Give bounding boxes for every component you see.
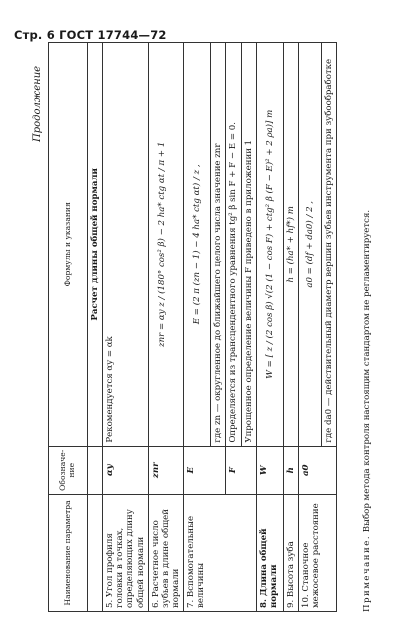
row-symbol: αy (103, 446, 149, 494)
header-symbol: Обозначе-ние (49, 446, 88, 494)
row-formula: Рекомендуется αy = αk (103, 43, 149, 447)
row-formula: Определяется из трансцендентного уравнения tg² β sin F + F − E = 0. (226, 43, 241, 447)
table-row (298, 43, 321, 612)
header-formulas: Формулы и указания (49, 43, 88, 447)
rotated-table-sheet (24, 42, 389, 612)
page-header: Стр. 6 ГОСТ 17744—72 (14, 28, 167, 42)
row-param: 8. Длина общей нормали (256, 494, 283, 611)
row-formula: Упрощенное определение величины F приведено в приложении 1 (241, 43, 256, 447)
table-row (184, 43, 211, 612)
row-symbol: E (184, 446, 226, 494)
table-header-row (49, 43, 88, 612)
table-row (103, 43, 149, 612)
row-formula: E = (2 π (zn − 1) − 4 ha* ctg αt) / z , (184, 43, 211, 447)
section-row (88, 43, 103, 612)
row-param: 7. Вспомогательные величины (184, 494, 257, 611)
row-symbol: h (283, 446, 298, 494)
continued-label: Продолжение (32, 65, 43, 142)
table-row (256, 43, 283, 612)
row-formula: где zn — округленное до ближайшего целого числа значение znr (211, 43, 226, 447)
row-param: 6. Расчетное число зубьев в длине общей нормали (148, 494, 183, 611)
table-row (148, 43, 183, 612)
table-row (283, 43, 298, 612)
row-symbol: a0 (298, 446, 336, 494)
row-formula: где da0 — действительный диаметр вершин зубьев инструмента при зубообработке (322, 43, 337, 447)
row-param: 9. Высота зуба (283, 494, 298, 611)
section-title: Расчет длины общей нормали (88, 43, 103, 447)
note-label: Примечание. (362, 534, 372, 612)
row-param: 10. Станочное межосевое расстояние (298, 494, 336, 611)
row-symbol: F (226, 446, 256, 494)
table-note (362, 42, 372, 612)
row-param: 5. Угол профиля головки в точках, определяющих длину общей нормали (103, 494, 149, 611)
row-formula: znr = αy z / (180° cos² β) − 2 ha* ctg αt / π + 1 (148, 43, 183, 447)
row-formula: W = [ z / (2 cos β) √(2 (1 − cos F) + ctg² β (F − E)² + 2 ρa)] m (256, 43, 283, 447)
parameters-table (48, 42, 337, 612)
row-formula: h = (ha* + hf*) m (283, 43, 298, 447)
note-text: Выбор метода контроля настоящим стандартом не регламентируется. (362, 209, 372, 533)
row-symbol: znr (148, 446, 183, 494)
header-parameter-name: Наименование параметра (49, 494, 88, 611)
row-formula: a0 = (df + da0) / 2 , (298, 43, 321, 447)
row-symbol: W (256, 446, 283, 494)
